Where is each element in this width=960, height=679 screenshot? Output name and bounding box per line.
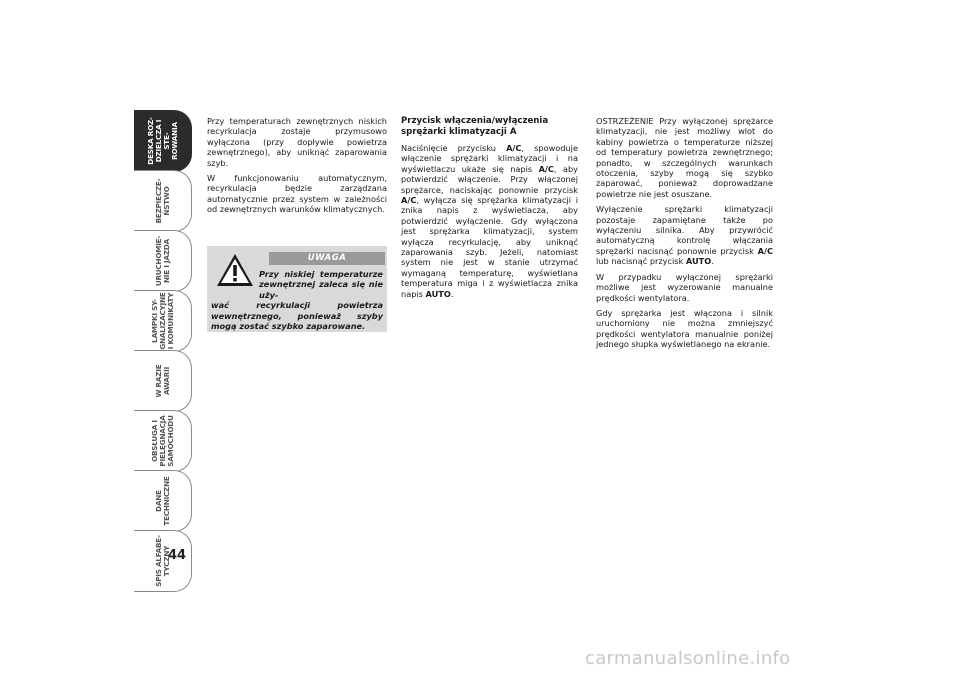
page-number: 44	[168, 548, 187, 563]
tab-label: SPIS ALFABE- TYCZNY	[153, 535, 171, 587]
warning-title: UWAGA	[269, 252, 385, 265]
paragraph: OSTRZEŻENIE Przy wyłączonej sprężarce klimatyzacji, nie jest możliwy wlot do kabiny powietrza o temperaturze niższej od temperatury powietrza zewnętrznego; ponadto, w szczególnych warunkach otoczenia, szyby mogą się szybko zaparować, ponieważ doprowadzane powietrze nie jest osuszane.	[596, 116, 773, 199]
tab-label: OBSŁUGA I PIELĘGNACJA SAMOCHODU	[149, 415, 175, 467]
display-label: AUTO	[425, 288, 451, 299]
tab-bezpieczenstwo[interactable]	[134, 170, 192, 232]
paragraph: W funkcjonowaniu automatycznym, recyrkulacja będzie zarządzana automatycznie przez system w zależności od zewnętrznych warunków klimatycznych.	[207, 173, 387, 215]
watermark: carmanualsonline.info	[585, 648, 791, 669]
paragraph: Gdy sprężarka jest włączona i silnik uruchomiony nie można zmniejszyć prędkości wentylatora manualnie poniżej jednego słupka wyświetlanego na ekranie.	[596, 307, 773, 350]
tab-w-razie-awarii[interactable]	[134, 350, 192, 412]
tab-deska-rozdzielcza[interactable]	[134, 110, 192, 172]
text-column-3	[596, 116, 773, 355]
text-column-1	[207, 116, 387, 220]
text-column-2	[401, 116, 578, 304]
paragraph: Naciśnięcie przycisku A/C, spowoduje włączenie sprężarki klimatyzacji i na wyświetlaczu ukaże się napis A/C, aby potwierdzić włączenie. Przy włączonej sprężarce, naciskając ponownie przycisk A/C, wyłącza się sprężarka klimatyzacji i znika napis z wyświetlacza, aby potwierdzić wyłączenie. Gdy wyłączona jest sprężarka klimatyzacji, system wyłącza recyrkulację, aby uniknąć zaparowania szyb. Jeżeli, natomiast system nie jest w stanie utrzymać wymaganą temperaturę, wyświetlana temperatura miga i z wyświetlacza znika napis AUTO.	[401, 143, 578, 299]
warning-text	[211, 269, 383, 331]
tab-uruchomienie-i-jazda[interactable]	[134, 230, 192, 292]
tab-label: URUCHOMIE- NIE I JAZDA	[153, 235, 171, 287]
section-heading: Przycisk włączenia/wyłączenia sprężarki klimatyzacji A	[401, 116, 549, 137]
button-name: AUTO	[685, 256, 712, 267]
paragraph: W przypadku wyłączonej sprężarki możliwe jest wyzerowanie manualne prędkości wentylatora.	[596, 271, 773, 303]
button-name: A/C	[757, 245, 773, 256]
tab-lampki-sygnalizacyjne[interactable]	[134, 290, 192, 352]
tab-obsluga-i-pielegnacja[interactable]	[134, 410, 192, 472]
warning-text-line: Przy niskiej temperaturze zewnętrznej zaleca się nie uży-	[259, 269, 383, 300]
warning-box	[207, 246, 387, 332]
tab-dane-techniczne[interactable]	[134, 470, 192, 532]
paragraph: Wyłączenie sprężarki klimatyzacji pozostaje zapamiętane także po wyłączeniu silnika. Aby przywrócić automatyczną kontrolę włączania sprężarki nacisnąć ponownie przycisk A/C lub nacisnąć przycisk AUTO.	[596, 204, 773, 267]
warning-text-line: wać recyrkulacji powietrza wewnętrznego, ponieważ szyby mogą zostać szybko zaparowane.	[211, 300, 383, 332]
button-name: A/C	[506, 143, 522, 153]
button-name: A/C	[401, 195, 417, 206]
tab-label: LAMPKI SY- GNALIZACYJNE I KOMUNIKATY	[149, 292, 175, 350]
display-label: A/C	[538, 163, 554, 174]
tab-label: W RAZIE AWARII	[153, 364, 171, 398]
tab-label: DESKA ROZ- DZIELCZA I STE- ROWANIA	[145, 117, 179, 165]
paragraph: Przy temperaturach zewnętrznych niskich recyrkulacja zostaje przymusowo wyłączona (przy dopływie powietrza zewnętrznego), aby uniknąć zaparowania szyb.	[207, 116, 387, 168]
tab-label: BEZPIECZE- ŃSTWO	[153, 178, 171, 224]
tab-label: DANE TECHNICZNE	[153, 476, 171, 526]
